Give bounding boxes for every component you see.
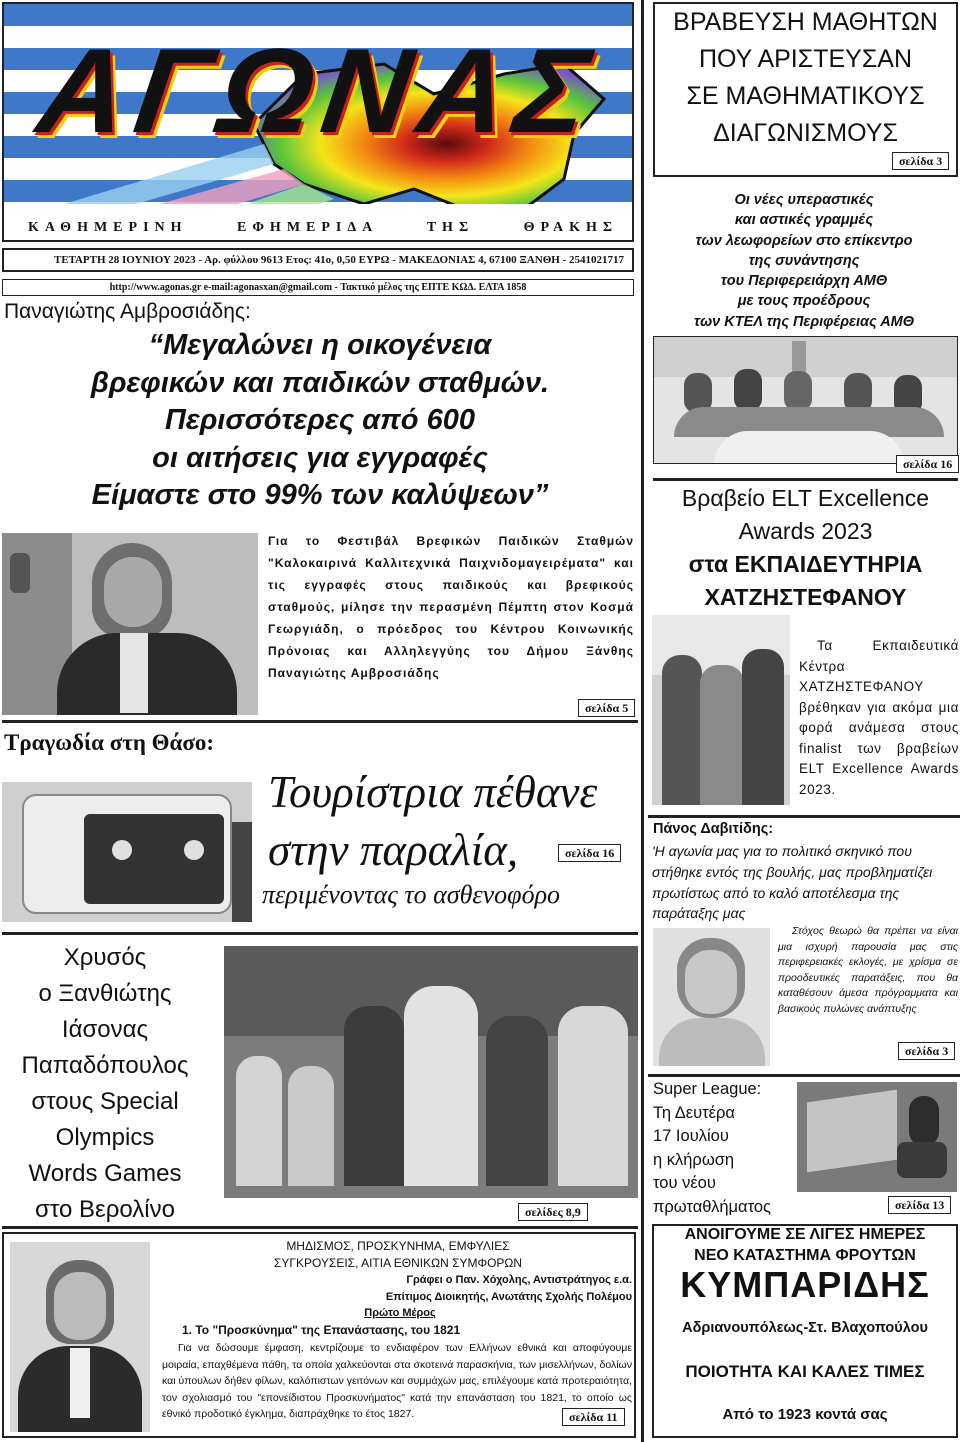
divider: [2, 932, 638, 935]
ad-brand: ΚΥΜΠΑΡΙΔΗΣ: [680, 1264, 930, 1305]
gold-headline-line: Olympics: [55, 1124, 155, 1151]
gold-headline-line: Words Games: [28, 1160, 182, 1187]
lead-headline-line: οι αιτήσεις για εγγραφές: [152, 441, 488, 474]
lead-body: Για το Φεστιβάλ Βρεφικών Παιδικών Σταθμών "Καλοκαιρινά Καλλιτεχνικά Παιχνιδομαγειρέματα" και τις εγγραφές στους παιδικούς και βρεφικούς σταθμούς, μίλησε την περασμένη Πέμπτη στον Κοσμά Γεωργιάδη, ο πρόεδρος του Κέντρου Κοινωνικής Πρόνοιας και Αλληλεγγύης του Δήμου Ξάνθης Παναγιώτης Αμβροσιάδης: [268, 534, 634, 680]
gold-headline-line: Παπαδόπουλος: [21, 1052, 189, 1079]
buses-headline: [648, 190, 960, 332]
gold-headline-line: στους Special: [31, 1088, 179, 1115]
opinion-title-1: ΜΗΔΙΣΜΟΣ, ΠΡΟΣΚΥΝΗΜΑ, ΕΜΦΥΛΙΕΣ: [286, 1239, 510, 1253]
elt-line: Βραβείο ELT Excellence: [681, 485, 930, 511]
buses-line: Οι νέες υπεραστικές: [734, 192, 874, 208]
divider: [2, 1226, 638, 1229]
buses-line: της συνάντησης: [748, 252, 860, 269]
lead-photo: [2, 533, 258, 715]
lead-headline-line: Είμαστε στο 99% των καλύψεων”: [91, 479, 549, 511]
superleague-line: πρωταθλήματος: [653, 1197, 771, 1216]
opinion-photo: [10, 1242, 150, 1432]
superleague-page-ref[interactable]: σελίδα 13: [888, 1196, 951, 1214]
elt-headline: [653, 482, 958, 614]
buses-photo: [653, 336, 958, 464]
contact-line: http://www.agonas.gr e-mail:agonasxan@gmail.com - Τακτικό μέλος της ΕΠΤΕ ΚΩΔ. ΕΛΤΑ 1858: [2, 279, 634, 296]
superleague-line: Τη Δευτέρα: [653, 1103, 735, 1122]
masthead-title: ΑΓΩΝΑΣ: [30, 24, 608, 158]
gold-photo: [224, 946, 638, 1198]
elt-photo: [652, 615, 790, 805]
lead-kicker: Παναγιώτης Αμβροσιάδης:: [4, 300, 251, 323]
buses-line: των λεωφορείων στο επίκεντρο: [695, 232, 913, 249]
davitidis-body: Στόχος θεωρώ θα πρέπει να είναι μια ισχυρή παρουσία μας στις περιφερειακές εκλογές, με χρίσμα σε προοδευτικές παρατάξεις, που θα καταθέσουν άμεσα πρόγραμματα και βασικούς πυλώνες ανάπτυξης: [778, 925, 958, 1015]
superleague-line: η κλήρωση: [653, 1150, 735, 1169]
opinion-byline-1: Γράφει ο Παν. Χόχολης, Αντιστράτηγος ε.α.: [406, 1274, 632, 1286]
davitidis-name: Πάνος Δαβιτίδης:: [653, 821, 774, 837]
lead-headline: [0, 327, 640, 515]
thasos-subhead: περιμένοντας το ασθενοφόρο: [262, 880, 561, 909]
dateline: ΤΕΤΑΡΤΗ 28 ΙΟΥΝΙΟΥ 2023 - Αρ. φύλλου 9613 Ετος: 41ο, 0,50 ΕΥΡΩ - ΜΑΚΕΔΟΝΙΑΣ 4, 67100 ΞΑΝΘΗ - 2541021717: [2, 248, 634, 272]
opinion-byline-2: Επίτιμος Διοικητής, Ανωτάτης Σχολής Πολέμου: [385, 1291, 632, 1303]
ad-since: Από το 1923 κοντά σας: [722, 1406, 888, 1423]
thasos-photo: [2, 782, 252, 922]
buses-line: και αστικές γραμμές: [734, 212, 874, 229]
ad-slogan: ΠΟΙΟΤΗΤΑ ΚΑΙ ΚΑΛΕΣ ΤΙΜΕΣ: [685, 1362, 925, 1381]
masthead: [2, 2, 634, 242]
lead-headline-line: βρεφικών και παιδικών σταθμών.: [90, 366, 550, 399]
opinion-part: Πρώτο Μέρος: [364, 1307, 436, 1319]
math-awards-line: ΒΡΑΒΕΥΣΗ ΜΑΘΗΤΩΝ: [673, 8, 938, 36]
davitidis-photo: [653, 928, 770, 1066]
elt-line: ΧΑΤΖΗΣΤΕΦΑΝΟΥ: [704, 584, 907, 610]
buses-line: του Περιφερειάρχη ΑΜΘ: [720, 273, 888, 290]
math-awards-line: ΔΙΑΓΩΝΙΣΜΟΥΣ: [713, 119, 898, 147]
gold-page-ref[interactable]: σελίδες 8,9: [518, 1203, 588, 1221]
opinion-section: 1. Το "Προσκύνημα" της Επανάστασης, του 1821: [182, 1323, 461, 1337]
buses-line: των ΚΤΕΛ της Περιφέρειας ΑΜΘ: [693, 313, 915, 330]
math-awards-line: ΠΟΥ ΑΡΙΣΤΕΥΣΑΝ: [698, 45, 913, 73]
superleague-photo: [797, 1082, 957, 1192]
ad-address: Αδριανουπόλεως-Στ. Βλαχοπούλου: [682, 1320, 928, 1336]
superleague-line: Super League:: [653, 1080, 762, 1098]
thasos-kicker: Τραγωδία στη Θάσο:: [4, 730, 215, 755]
math-awards-headline: [653, 4, 958, 152]
thasos-page-ref[interactable]: σελίδα 16: [558, 844, 621, 862]
ad-line-1: ΑΝΟΙΓΟΥΜΕ ΣΕ ΛΙΓΕΣ ΗΜΕΡΕΣ: [684, 1226, 926, 1243]
thasos-headline-1: Τουρίστρια πέθανε: [268, 767, 598, 817]
lead-headline-line: Περισσότερες από 600: [165, 404, 475, 436]
column-divider: [641, 0, 644, 1442]
gold-headline-line: Ιάσονας: [61, 1016, 149, 1043]
gold-headline-line: στο Βερολίνο: [35, 1196, 175, 1223]
gold-headline-line: Χρυσός: [63, 944, 147, 971]
buses-line: με τους προέδρους: [737, 293, 871, 310]
elt-line: στα ΕΚΠΑΙΔΕΥΤΗΡΙΑ: [688, 551, 923, 577]
superleague-line: του νέου: [653, 1174, 716, 1192]
math-awards-page-ref[interactable]: σελίδα 3: [892, 152, 949, 170]
math-awards-line: ΣΕ ΜΑΘΗΜΑΤΙΚΟΥΣ: [686, 82, 925, 110]
thasos-headline-2: στην παραλία,: [268, 825, 519, 875]
elt-body: Τα Εκπαιδευτικά Κέντρα ΧΑΤΖΗΣΤΕΦΑΝΟΥ βρέθηκαν για ακόμα μια φορά ανάμεσα στους finalist των βραβείων ELT Excellence Awards 2023.: [799, 638, 959, 797]
superleague-text: [653, 1078, 803, 1219]
opinion-title-2: ΣΥΓΚΡΟΥΣΕΙΣ, ΑΙΤΙΑ ΕΘΝΙΚΩΝ ΣΥΜΦΟΡΩΝ: [273, 1256, 523, 1270]
masthead-subtitle: ΚΑΘΗΜΕΡΙΝΗ ΕΦΗΜΕΡΙΔΑ ΤΗΣ ΘΡΑΚΗΣ: [28, 220, 618, 235]
buses-page-ref[interactable]: σελίδα 16: [896, 455, 959, 473]
opinion-body: Για να δώσουμε έμφαση, κεντρίζουμε το ενδιαφέρον των Ελλήνων εθνικά και αποφύγουμε μοιραία, επαχθέμενα πάθη, τα οποία χαλκεύονται στα σκοτεινά παρασκήνια, των μισελλήνων, δολίων και ύπουλων δήθεν φίλων, καλόπιστων γειτόνων και συμμάχων μας, επιλέγουμε κατά προτεραιότητα, τον σχολιασμό του "επονείδιστου Προσκυνήματος" κατά την επανάσταση του 1821, το οποίο ως εθνικό προδοτικό έγκλημα, διαπράχθηκε το έτος 1827.: [162, 1342, 632, 1420]
lead-headline-line: “Μεγαλώνει η οικογένεια: [148, 329, 492, 361]
divider: [2, 720, 638, 723]
davitidis-page-ref[interactable]: σελίδα 3: [898, 1042, 955, 1060]
davitidis-quote: 'Η αγωνία μας για το πολιτικό σκηνικό που στήθηκε εντός της βουλής, μας προβληματίζει πρωτίστως από το καλό αποτέλεσμα της παράταξης μας: [652, 843, 933, 922]
gold-headline-line: ο Ξανθιώτης: [38, 980, 172, 1007]
elt-line: Awards 2023: [738, 518, 873, 544]
lead-page-ref[interactable]: σελίδα 5: [578, 699, 635, 717]
ad-line-2: ΝΕΟ ΚΑΤΑΣΤΗΜΑ ΦΡΟΥΤΩΝ: [694, 1247, 916, 1264]
superleague-line: 17 Ιουλίου: [653, 1127, 729, 1145]
gold-headline: [0, 940, 210, 1228]
opinion-page-ref[interactable]: σελίδα 11: [562, 1408, 625, 1426]
